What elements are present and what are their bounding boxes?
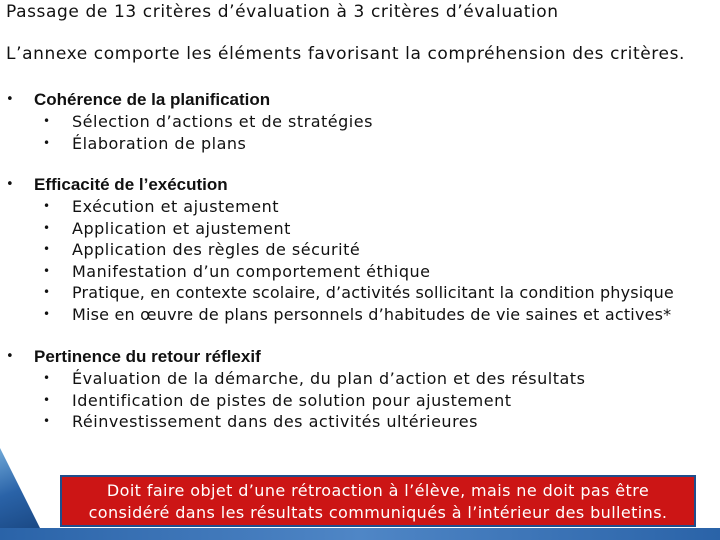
decorative-bottom-band [0, 528, 720, 540]
notice-line: Doit faire objet d’une rétroaction à l’élève, mais ne doit pas être [106, 481, 650, 500]
page-title: Passage de 13 critères d’évaluation à 3 critères d’évaluation [6, 2, 559, 22]
section-title: Pertinence du retour réflexif [34, 347, 261, 366]
section-pertinence [0, 347, 720, 434]
bullet-icon: • [6, 349, 14, 364]
list-item-text: Évaluation de la démarche, du plan d’action et des résultats [72, 369, 586, 388]
list-item [0, 112, 720, 134]
bullet-icon: • [43, 414, 51, 429]
intro-text: L’annexe comporte les éléments favorisant la compréhension des critères. [6, 44, 686, 64]
list-item-text: Identification de pistes de solution pour ajustement [72, 390, 512, 410]
list-item-text: Exécution et ajustement [72, 197, 279, 216]
list-item [0, 219, 720, 241]
list-item [0, 262, 720, 284]
bullet-icon: • [43, 392, 51, 407]
section-title: Cohérence de la planification [34, 90, 271, 109]
list-item-text: Application des règles de sécurité [72, 240, 361, 260]
bullet-icon: • [6, 92, 14, 107]
list-item [0, 283, 720, 305]
list-item [0, 134, 720, 156]
bullet-icon: • [43, 306, 51, 321]
list-item-text: Sélection d’actions et de stratégies [72, 112, 373, 131]
list-item [0, 240, 720, 262]
decorative-corner-shape [0, 448, 46, 540]
section-efficacite [0, 175, 720, 327]
list-item [0, 197, 720, 219]
list-item [0, 391, 720, 413]
bullet-icon: • [43, 242, 51, 257]
list-item-text: Mise en œuvre de plans personnels d’habitudes de vie saines et actives* [72, 304, 672, 324]
bullet-icon: • [6, 177, 14, 192]
bullet-icon: • [43, 135, 51, 150]
list-item [0, 305, 720, 327]
bullet-icon: • [43, 263, 51, 278]
bullet-icon: • [43, 220, 51, 235]
bullet-icon: • [43, 285, 51, 300]
list-item-text: Pratique, en contexte scolaire, d’activités sollicitant la condition physique [72, 283, 674, 303]
section-title: Efficacité de l’exécution [34, 175, 228, 194]
list-item-text: Réinvestissement dans des activités ultérieures [72, 412, 478, 432]
bullet-icon: • [43, 371, 51, 385]
list-item-text: Application et ajustement [72, 218, 291, 238]
notice-box [60, 475, 696, 527]
section-coherence [0, 90, 720, 155]
bullet-icon: • [43, 114, 51, 128]
notice-line: considéré dans les résultats communiqués à l’intérieur des bulletins. [88, 503, 668, 522]
bullet-icon: • [43, 199, 51, 213]
list-item [0, 412, 720, 434]
list-item [0, 369, 720, 391]
list-item-text: Élaboration de plans [72, 133, 247, 153]
list-item-text: Manifestation d’un comportement éthique [72, 261, 431, 281]
